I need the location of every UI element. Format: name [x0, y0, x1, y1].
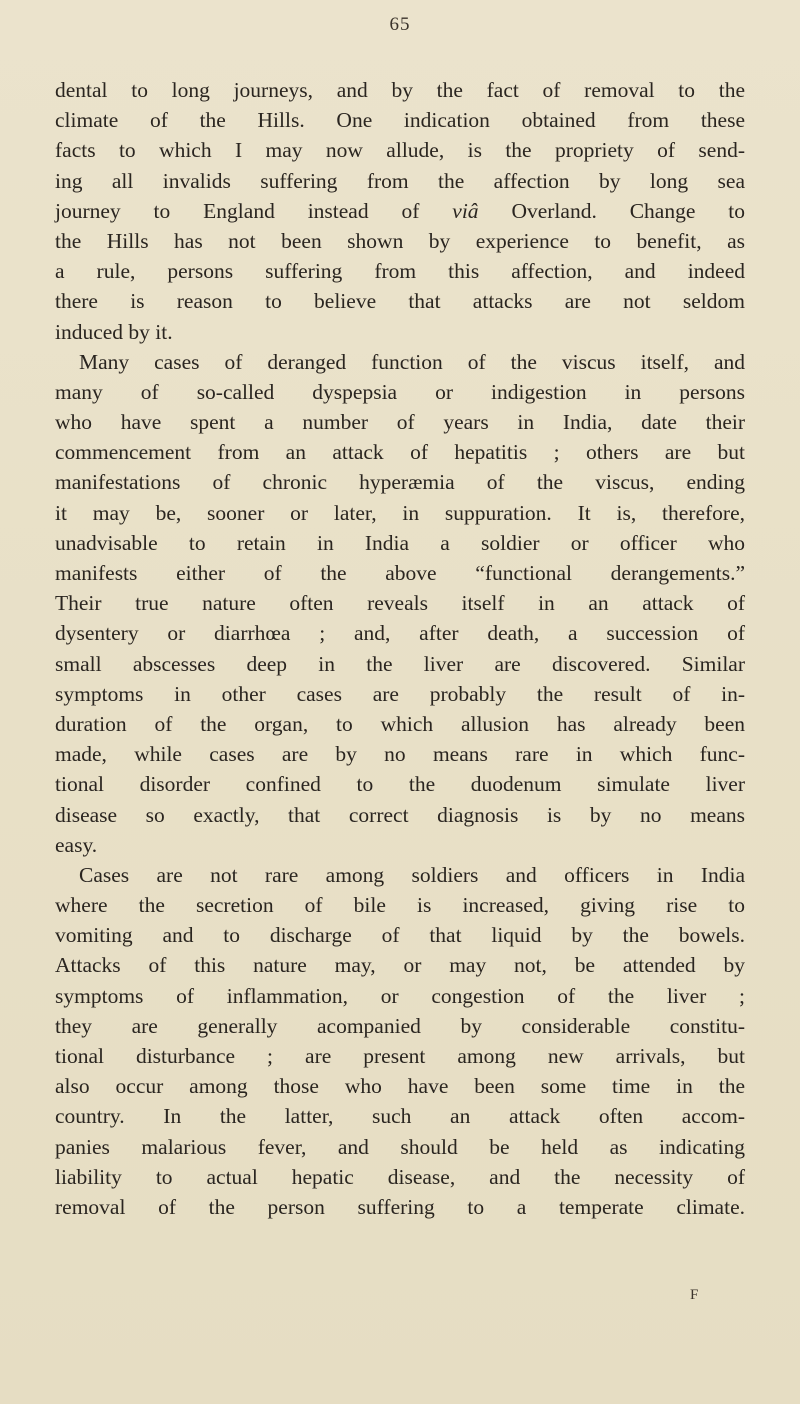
- body-text: [55, 75, 745, 1222]
- text-line: vomiting and to discharge of that liquid by the bowels.: [55, 923, 745, 948]
- text-line: who have spent a number of years in India, date their: [55, 410, 745, 435]
- text-line: dental to long journeys, and by the fact of removal to the: [55, 78, 745, 102]
- text-line: many of so-called dyspepsia or indigestion in persons: [55, 379, 745, 404]
- text-line: journey to England instead of viâ Overland. Change to: [55, 198, 745, 223]
- text-line: symptoms in other cases are probably the result of in-: [55, 681, 745, 706]
- text-line: easy.: [55, 832, 98, 857]
- text-line: also occur among those who have been some time in the: [55, 1074, 745, 1099]
- text-line: symptoms of inflammation, or congestion of the liver ;: [55, 983, 745, 1008]
- text-line: climate of the Hills. One indication obtained from these: [55, 108, 745, 133]
- text-line: country. In the latter, such an attack often accom-: [55, 1104, 745, 1129]
- text-line: where the secretion of bile is increased, giving rise to: [55, 893, 745, 918]
- text-line: a rule, persons suffering from this affection, and indeed: [55, 259, 745, 284]
- signature-mark: F: [690, 1287, 699, 1303]
- text-line: tional disorder confined to the duodenum simulate liver: [55, 772, 745, 797]
- text-line: the Hills has not been shown by experience to benefit, as: [55, 228, 745, 253]
- text-line: manifestations of chronic hyperæmia of the viscus, ending: [55, 470, 745, 495]
- text-line: Cases are not rare among soldiers and officers in India: [79, 862, 745, 887]
- text-line: it may be, sooner or later, in suppuration. It is, therefore,: [55, 500, 745, 525]
- text-line: Attacks of this nature may, or may not, be attended by: [55, 953, 745, 978]
- text-line: small abscesses deep in the liver are discovered. Similar: [55, 651, 745, 676]
- text-line: liability to actual hepatic disease, and the necessity of: [55, 1164, 745, 1189]
- text-line: dysentery or diarrhœa ; and, after death, a succession of: [55, 621, 745, 646]
- text-line: tional disturbance ; are present among new arrivals, but: [55, 1044, 745, 1068]
- text-line: induced by it.: [55, 319, 173, 344]
- text-line: disease so exactly, that correct diagnosis is by no means: [55, 802, 745, 827]
- text-line: unadvisable to retain in India a soldier or officer who: [55, 530, 745, 555]
- text-line: facts to which I may now allude, is the propriety of send-: [55, 138, 745, 163]
- text-line: Their true nature often reveals itself in an attack of: [55, 591, 745, 616]
- text-line: duration of the organ, to which allusion has already been: [55, 711, 745, 736]
- text-line: commencement from an attack of hepatitis ; others are but: [55, 440, 745, 465]
- text-line: they are generally acompanied by considerable constitu-: [55, 1013, 745, 1038]
- text-line: made, while cases are by no means rare in which func-: [55, 742, 745, 767]
- text-line: Many cases of deranged function of the viscus itself, and: [79, 349, 745, 374]
- text-line: ing all invalids suffering from the affection by long sea: [55, 168, 745, 193]
- text-line: manifests either of the above “functional derangements.”: [55, 561, 745, 585]
- text-line: there is reason to believe that attacks are not seldom: [55, 289, 745, 314]
- text-line: removal of the person suffering to a temperate climate.: [55, 1194, 745, 1219]
- page-number: 65: [389, 14, 411, 35]
- text-line: panies malarious fever, and should be held as indicating: [55, 1134, 745, 1159]
